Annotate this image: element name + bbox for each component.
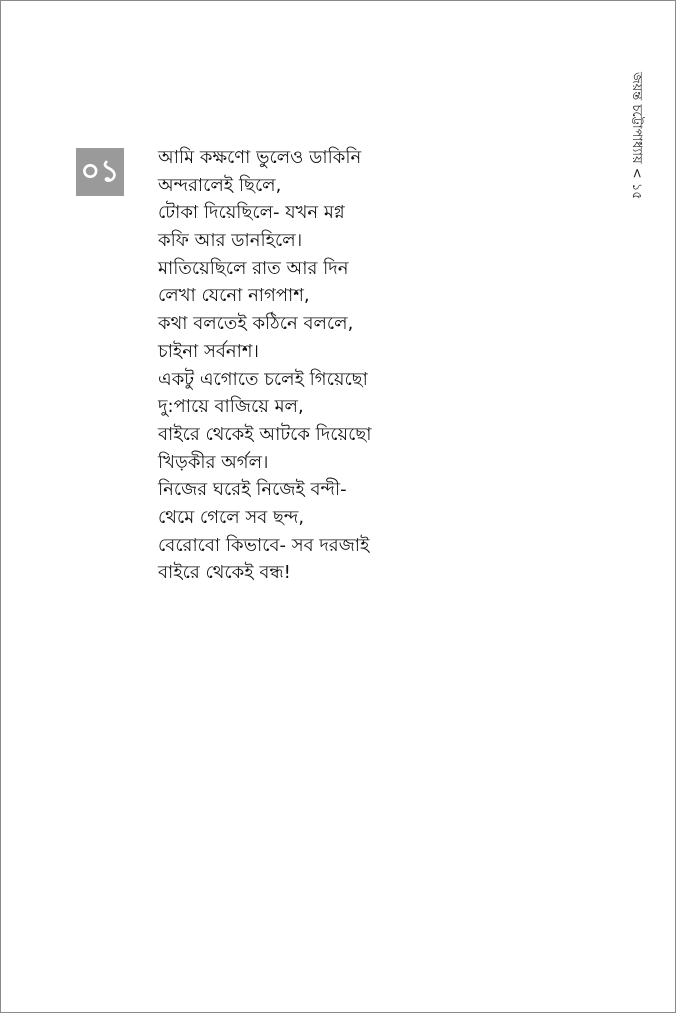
poem-line: খিড়কীর অর্গল। [158,451,269,473]
poem-line: থেমে গেলে সব ছন্দ, [158,506,305,528]
poem-line: মাতিয়েছিলে রাত আর দিন [158,257,349,279]
poem-line: টোকা দিয়েছিলে- যখন মগ্ন [158,202,345,224]
poem-number-badge: ০১ [76,148,124,196]
poem-line: কফি আর ডানহিলে। [158,230,303,252]
running-header: জয়ন্ত চট্টোপাধ্যায় < ১৫ [629,72,644,200]
poem-line: একটু এগোতে চলেই গিয়েছো [158,368,368,390]
poem-line: বাইরে থেকেই বন্ধ! [158,562,291,584]
poem-line: দু:পায়ে বাজিয়ে মল, [158,396,304,418]
poem-line: নিজের ঘরেই নিজেই বন্দী- [158,479,347,501]
poem-line: চাইনা সর্বনাশ। [158,340,259,362]
poem-body [158,144,478,587]
poem-line: আমি কক্ষণো ভুলেও ডাকিনি [158,147,362,168]
poem-line: কথা বলতেই কঠিনে বললে, [158,313,354,335]
poem-line: বেরোবো কিভাবে- সব দরজাই [158,534,370,556]
poem-line: বাইরে থেকেই আটকে দিয়েছো [158,423,372,445]
poem-line: অন্দরালেই ছিলে, [158,174,282,196]
poem-line: লেখা যেনো নাগপাশ, [158,285,310,307]
